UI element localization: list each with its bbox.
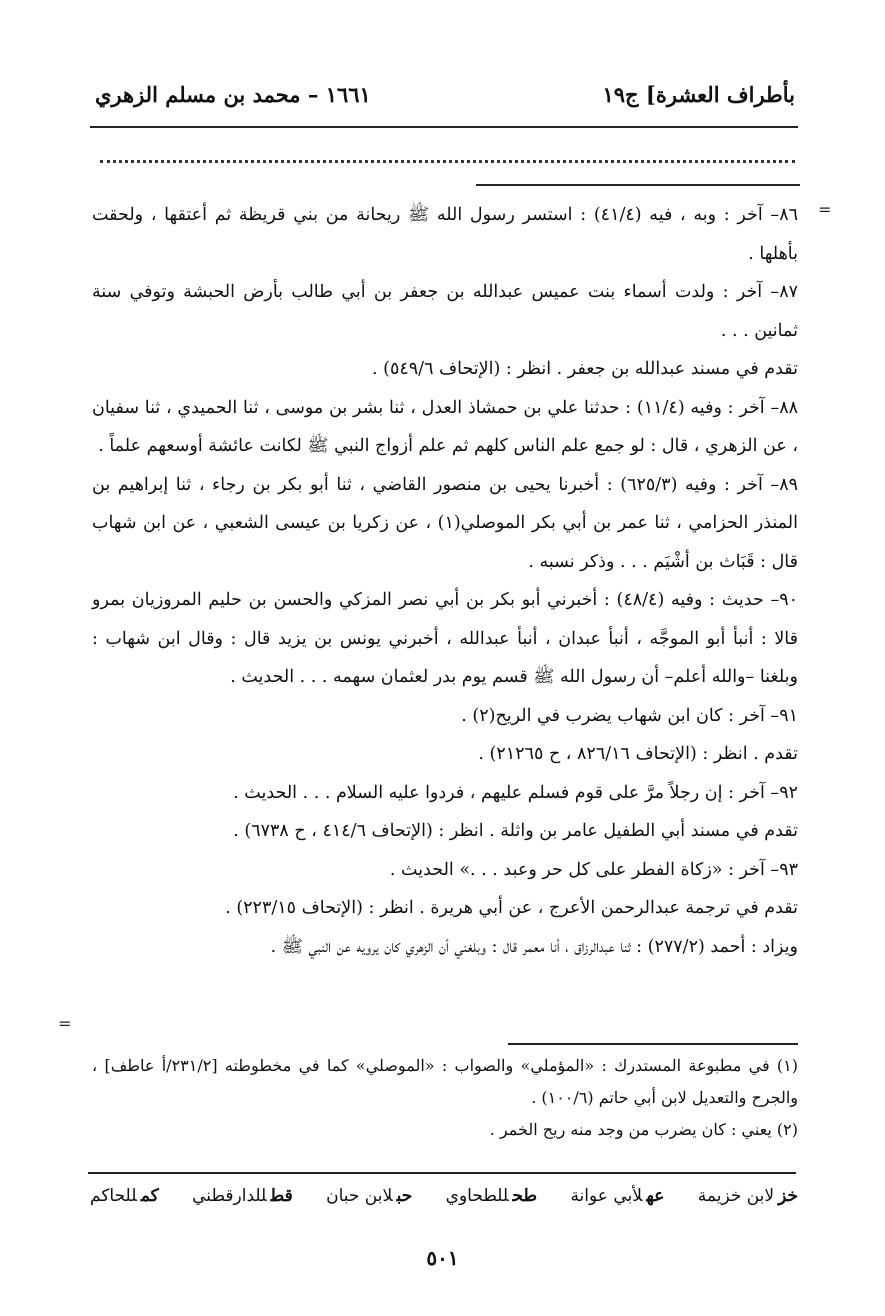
dotted-separator [100, 150, 795, 163]
paragraph-92: ٩٢– آخر : إن رجلاً مرَّ على قوم فسلم عليهم ، فردوا عليه السلام . . . الحديث . [233, 782, 798, 803]
legend-abbr: خز [778, 1186, 798, 1206]
paragraph-87: ٨٧– آخر : ولدت أسماء بنت عميس عبدالله بن جعفر بن أبي طالب بأرض الحبشة وتوفي سنة ثمانين . . . [92, 282, 798, 341]
page-number: ٥٠١ [426, 1246, 459, 1270]
paragraph-addition: ويزاد : أحمد (٢٧٧/٢) : ثنا عبدالرزاق ، أنا معمر قال : وبلغني أن الزهري كان يرويه عن النبي ﷺ . [270, 936, 798, 957]
legend-item [90, 1186, 159, 1206]
legend-label: للدارقطني [192, 1186, 267, 1206]
legend-label: لأبي عوانة [570, 1186, 643, 1206]
legend-label: للطحاوي [445, 1186, 509, 1206]
legend-item [326, 1186, 412, 1206]
legend-item [192, 1186, 293, 1206]
legend-item [570, 1186, 664, 1206]
legend-abbr: كم [140, 1186, 159, 1206]
paragraph-86: ٨٦– آخر : وبه ، فيه (٤١/٤) : استسر رسول الله ﷺ ريحانة من بني قريظة ثم أعتقها ، ولحقت بأهلها . [92, 205, 798, 264]
legend-abbr: عه [646, 1186, 665, 1206]
legend-abbr: حب [396, 1186, 413, 1206]
paragraph-93: ٩٣– آخر : «زكاة الفطر على كل حر وعبد . . .» الحديث . [389, 859, 798, 880]
legend-item [698, 1186, 798, 1206]
main-text [92, 196, 798, 966]
continuation-mark-bottom: = [58, 1014, 72, 1033]
footnote-divider [508, 1043, 798, 1045]
header-divider [90, 126, 798, 128]
legend-item [446, 1186, 537, 1206]
footnote-2: (٢) يعني : كان يضرب من وجد منه ريح الخمر . [489, 1120, 798, 1139]
paragraph-91: ٩١– آخر : كان ابن شهاب يضرب في الريح(٢) . [461, 705, 798, 726]
legend-abbr: قط [270, 1186, 293, 1206]
paragraph-88: ٨٨– آخر : وفيه (١١/٤) : حدثنا علي بن حمشاذ العدل ، ثنا بشر بن موسى ، ثنا الحميدي ، ثنا سفيان ، عن الزهري ، قال : لو جمع علم الناس كلهم ثم علم أزواج النبي ﷺ لكانت عائشة أوسعهم علماً . [92, 397, 799, 456]
paragraph-89: ٨٩– آخر : وفيه (٦٢٥/٣) : أخبرنا يحيى بن منصور القاضي ، ثنا أبو بكر بن رجاء ، ثنا إبراهيم بن المنذر الحزامي ، ثنا عمر بن أبي بكر الموصلي(١) ، عن زكريا بن عيسى الشعبي ، عن ابن شهاب قال : قَبَاث بن أشْيَم . . . وذكر نسبه . [92, 474, 798, 572]
legend-label: للحاكم [90, 1186, 137, 1206]
paragraph-92-ref: تقدم في مسند أبي الطفيل عامر بن واثلة . انظر : (الإتحاف ٤١٤/٦ ، ح ٦٧٣٨) . [233, 821, 798, 841]
paragraph-90: ٩٠– حديث : وفيه (٤٨/٤) : أخبرني أبو بكر بن أبي نصر المزكي والحسن بن حليم المروزيان بمرو قالا : أنبأ أبو الموجَّه ، أنبأ عبدان ، أنبأ عبدالله ، أخبرني يونس بن يزيد قال : وقال ابن شهاب : وبلغنا –والله أعلم– أن رسول الله ﷺ قسم يوم بدر لعثمان سهمه . . . الحديث . [92, 590, 799, 687]
legend-divider [88, 1172, 796, 1174]
paragraph-91-ref: تقدم . انظر : (الإتحاف ٨٢٦/١٦ ، ح ٢١٢٦٥) . [478, 744, 798, 764]
section-divider [476, 184, 800, 186]
legend-label: لابن حبان [326, 1186, 393, 1206]
paragraph-87-ref: تقدم في مسند عبدالله بن جعفر . انظر : (الإتحاف ٥٤٩/٦) . [372, 359, 798, 379]
running-head-book: بأطراف العشرة] ج١٩ [602, 82, 795, 107]
paragraph-93-ref: تقدم في ترجمة عبدالرحمن الأعرج ، عن أبي هريرة . انظر : (الإتحاف ٢٢٣/١٥) . [225, 898, 798, 918]
footnotes [92, 1050, 798, 1146]
footnote-1: (١) في مطبوعة المستدرك : «المؤملي» والصواب : «الموصلي» كما في مخطوطته [٢٣١/٢/أ عاطف] ، والجرح والتعديل لابن أبي حاتم (١٠٠/٦) . [92, 1056, 798, 1107]
abbreviation-legend [90, 1186, 798, 1206]
legend-label: لابن خزيمة [697, 1186, 775, 1206]
continuation-mark-top: = [818, 200, 832, 219]
running-head-entry: ١٦٦١ – محمد بن مسلم الزهري [95, 82, 371, 107]
legend-abbr: طح [512, 1186, 538, 1206]
